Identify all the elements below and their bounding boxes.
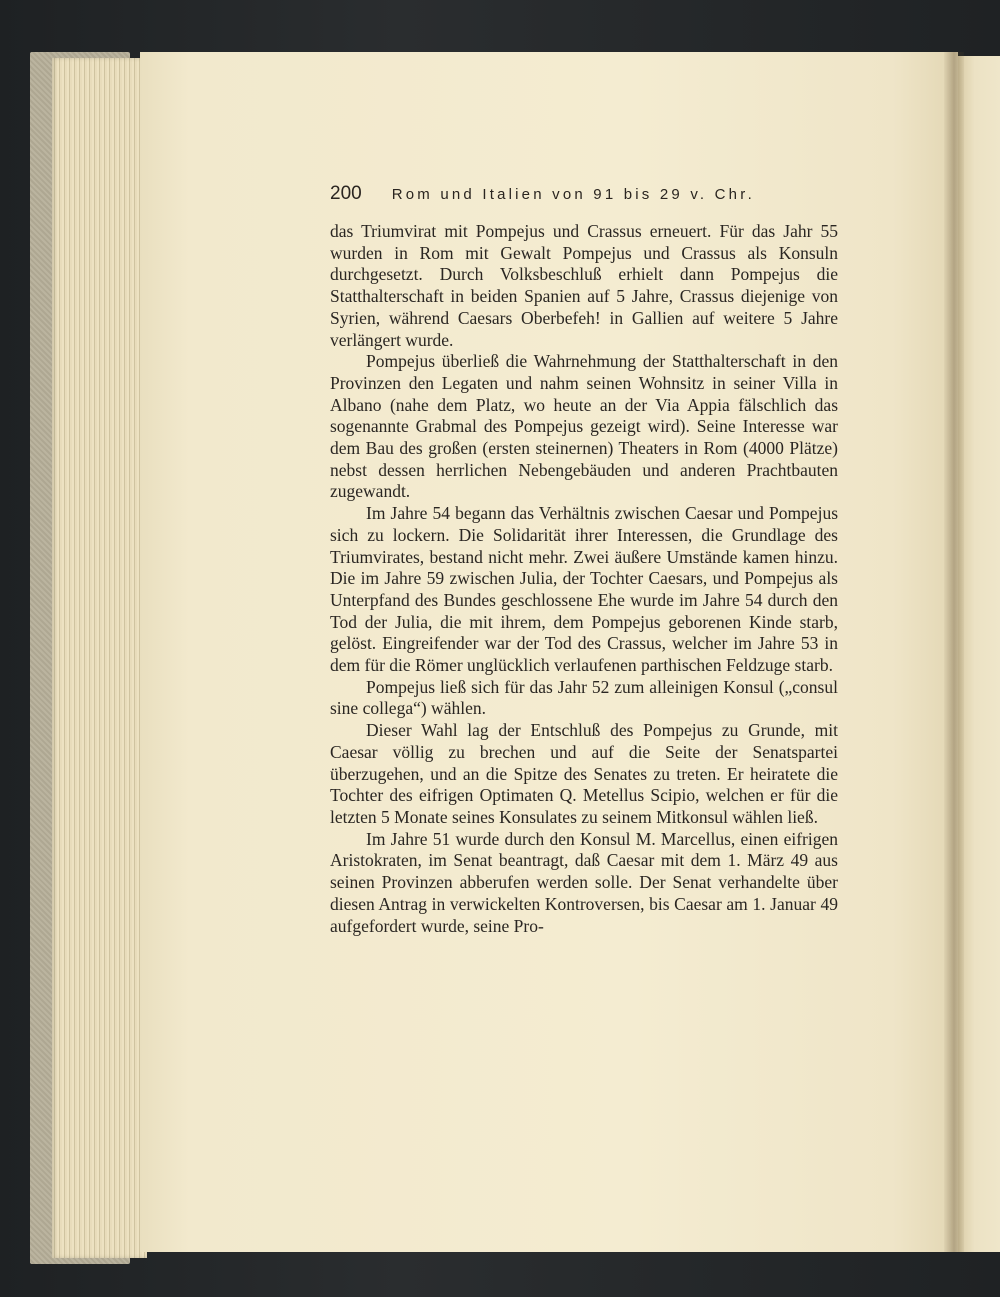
body-text [330, 221, 838, 937]
paragraph: Pompejus ließ sich für das Jahr 52 zum alleinigen Konsul („consul sine collega“) wählen. [330, 676, 838, 719]
paragraph: Dieser Wahl lag der Entschluß des Pompejus zu Grunde, mit Caesar völlig zu brechen und auf die Seite der Senatspartei überzugehen, und an die Spitze des Senates zu treten. Er heiratete die Tochter des eifrigen Optimaten Q. Metellus Scipio, welchen er für die letzten 5 Monate seines Konsulates zu seinem Mitkonsul wählen ließ. [330, 720, 838, 827]
page-gutter [944, 52, 964, 1252]
paragraph: Pompejus überließ die Wahrnehmung der Statthalterschaft in den Provinzen den Legaten und nahm seinen Wohnsitz in seiner Villa in Albano (nahe dem Platz, wo heute an der Via Appia fälschlich das sogenannte Grabmal des Pompejus gezeigt wird). Seine Interesse war dem Bau des großen (ersten steinernen) Theaters in Rom (4000 Plätze) nebst dessen herrlichen Nebengebäuden und anderen Prachtbauten zugewandt. [330, 351, 838, 502]
paragraph: das Triumvirat mit Pompejus und Crassus erneuert. Für das Jahr 55 wurden in Rom mit Gewalt Pompejus und Crassus als Konsuln durchgesetzt. Durch Volksbeschluß erhielt dann Pompejus die Statthalterschaft in beiden Spanien auf 5 Jahre, Crassus diejenige von Syrien, während Caesars Oberbefeh! in Gallien auf weitere 5 Jahre verlängert wurde. [330, 221, 838, 350]
paragraph: Im Jahre 51 wurde durch den Konsul M. Marcellus, einen eifrigen Aristokraten, im Senat beantragt, daß Caesar mit dem 1. März 49 aus seinen Provinzen abberufen werden solle. Der Senat verhandelte über diesen Antrag in verwickelten Kontroversen, bis Caesar am 1. Januar 49 aufgefordert wurde, seine Pro- [330, 828, 838, 936]
paragraph: Im Jahre 54 begann das Verhältnis zwischen Caesar und Pompejus sich zu lockern. Die Solidarität ihrer Interessen, die Grundlage des Triumvirates, bestand nicht mehr. Zwei äußere Umstände kamen hinzu. Die im Jahre 59 zwischen Julia, der Tochter Caesars, und Pompejus als Unterpfand des Bundes geschlossene Ehe wurde im Jahre 54 durch den Tod der Julia, die mit ihrem, dem Pompejus geborenen Kinde starb, gelöst. Eingreifender war der Tod des Crassus, welcher im Jahre 53 in dem für die Römer unglücklich verlaufenen parthischen Feldzuge starb. [330, 503, 838, 676]
next-page-edge [958, 56, 1000, 1252]
page-edges [52, 58, 147, 1258]
running-head [330, 183, 850, 205]
running-title: Rom und Italien von 91 bis 29 v. Chr. [391, 186, 755, 203]
page-number: 200 [330, 183, 362, 204]
